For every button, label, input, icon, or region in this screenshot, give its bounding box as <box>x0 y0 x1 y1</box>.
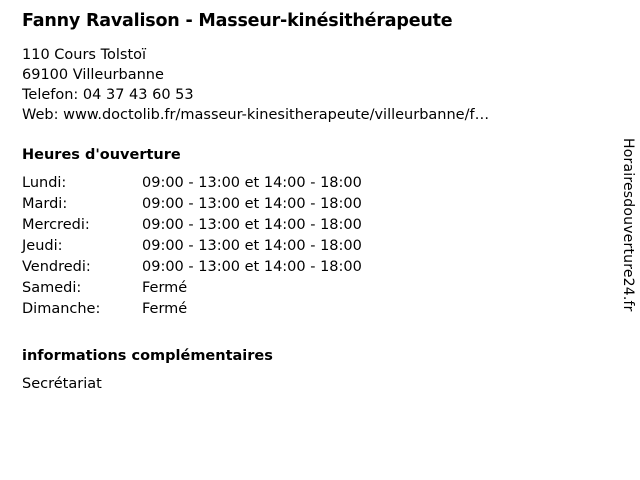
opening-hours-table <box>22 173 362 320</box>
additional-info-heading: informations complémentaires <box>22 347 273 364</box>
table-row <box>22 299 362 320</box>
day-label: Jeudi: <box>22 237 63 254</box>
address-city: 69100 Villeurbanne <box>22 66 164 83</box>
table-row <box>22 194 362 215</box>
day-hours: 09:00 - 13:00 et 14:00 - 18:00 <box>142 174 362 191</box>
site-watermark: Horairesdouverture24.fr <box>620 138 636 312</box>
table-row <box>22 278 362 299</box>
day-label: Lundi: <box>22 174 67 191</box>
day-hours: 09:00 - 13:00 et 14:00 - 18:00 <box>142 258 362 275</box>
day-hours: Fermé <box>142 300 188 317</box>
table-row <box>22 215 362 236</box>
page-title: Fanny Ravalison - Masseur-kinésithérapeute <box>22 11 453 31</box>
day-label: Vendredi: <box>22 258 91 275</box>
business-info-block <box>22 10 582 394</box>
phone-line: Telefon: 04 37 43 60 53 <box>22 86 194 103</box>
additional-info-text: Secrétariat <box>22 375 102 392</box>
day-label: Mardi: <box>22 195 68 212</box>
opening-hours-heading: Heures d'ouverture <box>22 146 181 163</box>
day-hours: 09:00 - 13:00 et 14:00 - 18:00 <box>142 237 362 254</box>
table-row <box>22 173 362 194</box>
day-label: Samedi: <box>22 279 82 296</box>
day-hours: 09:00 - 13:00 et 14:00 - 18:00 <box>142 216 362 233</box>
table-row <box>22 236 362 257</box>
address-street: 110 Cours Tolstoï <box>22 46 147 63</box>
day-label: Dimanche: <box>22 300 101 317</box>
day-label: Mercredi: <box>22 216 90 233</box>
web-line: Web: www.doctolib.fr/masseur-kinesitherapeute/villeurbanne/f… <box>22 106 490 123</box>
day-hours: 09:00 - 13:00 et 14:00 - 18:00 <box>142 195 362 212</box>
day-hours: Fermé <box>142 279 188 296</box>
table-row <box>22 257 362 278</box>
